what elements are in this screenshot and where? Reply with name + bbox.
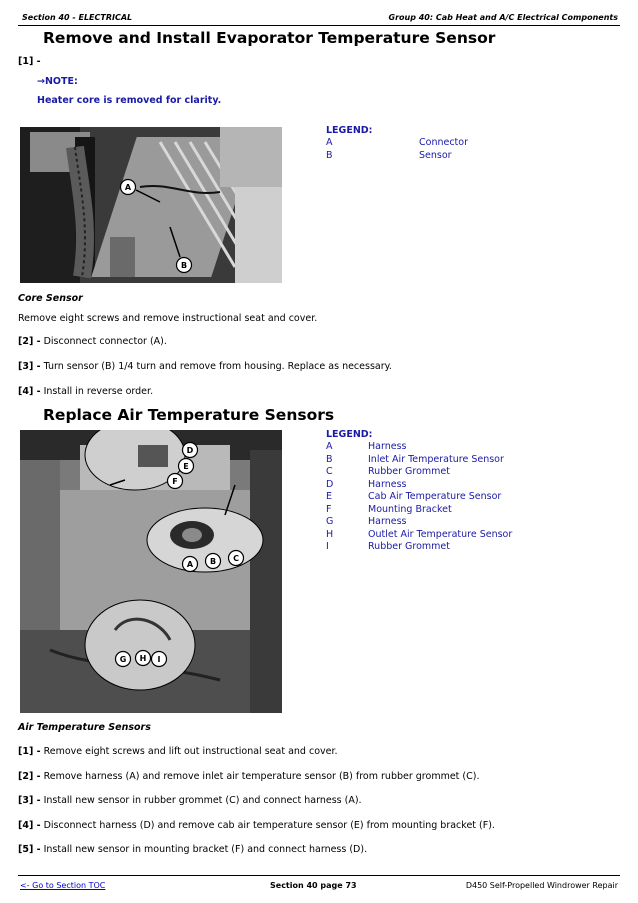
legend1-value: Sensor [419,149,452,161]
section2-step [18,844,367,855]
header-rule [18,25,620,26]
step-number: [3] - [18,361,41,372]
legend1 [326,137,526,162]
core-sensor-subheading: Core Sensor [18,293,83,304]
legend1-key: B [326,149,333,161]
photo2-label-d: D [186,446,194,455]
legend1-row [326,150,526,163]
air-sensors-photo [20,430,282,713]
legend2-row [326,466,566,479]
photo2-label-h: H [139,654,147,663]
legend2-row [326,441,566,454]
photo2-label-e: E [183,462,189,471]
legend1-value: Connector [419,137,468,148]
legend2-key: B [326,453,333,465]
legend2-value: Harness [368,441,407,452]
evaporator-sensor-photo [20,127,282,283]
step-text: Turn sensor (B) 1/4 turn and remove from housing. Replace as necessary. [43,361,392,372]
legend2-value: Cab Air Temperature Sensor [368,491,502,502]
step-number: [3] - [18,795,41,806]
legend1-title: LEGEND: [326,125,373,136]
step-text: Install new sensor in rubber grommet (C) and connect harness (A). [43,795,362,806]
legend2-key: A [326,441,333,452]
step-text: Disconnect connector (A). [43,336,167,347]
manual-title: D450 Self-Propelled Windrower Repair [465,881,618,890]
photo1-label-b: B [180,261,188,270]
core-sensor-intro: Remove eight screws and remove instructional seat and cover. [18,313,318,324]
legend1-key: A [326,137,333,148]
footer-rule [18,875,620,876]
step-text: Remove harness (A) and remove inlet air temperature sensor (B) from rubber grommet (C). [43,771,480,782]
legend2-row [326,491,566,504]
step-text: Install new sensor in mounting bracket (F) and connect harness (D). [43,844,368,855]
section2-step [18,771,479,782]
step-text: Install in reverse order. [43,386,154,397]
legend2-key: C [326,466,333,477]
go-to-section-toc-link[interactable]: <- Go to Section TOC [20,881,106,890]
section2-title: Replace Air Temperature Sensors [43,406,335,424]
section1-step [18,361,392,372]
legend2-value: Rubber Grommet [368,466,450,477]
step-text: Remove eight screws and lift out instructional seat and cover. [43,746,338,757]
photo2-label-b: B [209,557,217,566]
note-text: Heater core is removed for clarity. [37,95,222,106]
step-number: [2] - [18,771,41,782]
legend2 [326,441,566,554]
legend2-row [326,541,566,554]
legend2-row [326,454,566,467]
legend2-key: E [326,491,333,502]
section-header: Section 40 - ELECTRICAL [22,13,133,22]
evaporator-sensor-illustration [20,127,282,283]
section1-step [18,386,153,397]
photo1-label-a: A [124,183,132,192]
step-number: [2] - [18,336,41,347]
legend2-value: Harness [368,516,407,527]
section2-step [18,820,495,831]
step-number: [4] - [18,386,41,397]
page-number: Section 40 page 73 [270,881,357,890]
section1-title: Remove and Install Evaporator Temperature Sensor [43,29,496,47]
legend2-value: Outlet Air Temperature Sensor [368,528,513,540]
step-number: [1] - [18,746,41,757]
legend2-key: H [326,528,334,540]
legend2-row [326,516,566,529]
photo2-label-c: C [233,554,239,563]
step-number: [4] - [18,820,41,831]
legend2-key: G [326,516,334,527]
legend2-key: I [326,541,329,552]
air-sensors-subheading: Air Temperature Sensors [18,722,151,733]
step-1-marker: [1] - [18,56,41,67]
legend2-value: Rubber Grommet [368,541,450,552]
section2-step [18,746,338,757]
legend1-row [326,137,526,150]
legend2-row [326,529,566,542]
photo2-label-i: I [157,655,161,664]
legend2-value: Mounting Bracket [368,503,452,515]
step-number: [5] - [18,844,41,855]
legend2-title: LEGEND: [326,429,373,440]
air-sensors-illustration [20,430,282,713]
group-header: Group 40: Cab Heat and A/C Electrical Components [388,13,618,22]
legend2-key: D [326,478,334,490]
legend2-row [326,504,566,517]
photo2-label-g: G [119,655,127,664]
legend2-row [326,479,566,492]
section1-step [18,336,167,347]
section2-step [18,795,362,806]
note-label: →NOTE: [37,76,78,87]
legend2-key: F [326,503,332,515]
legend2-value: Harness [368,478,407,490]
legend2-value: Inlet Air Temperature Sensor [368,453,504,465]
photo2-label-f: F [172,477,178,486]
photo2-label-a: A [186,560,194,569]
step-text: Disconnect harness (D) and remove cab air temperature sensor (E) from mounting bracket (F). [43,820,495,831]
